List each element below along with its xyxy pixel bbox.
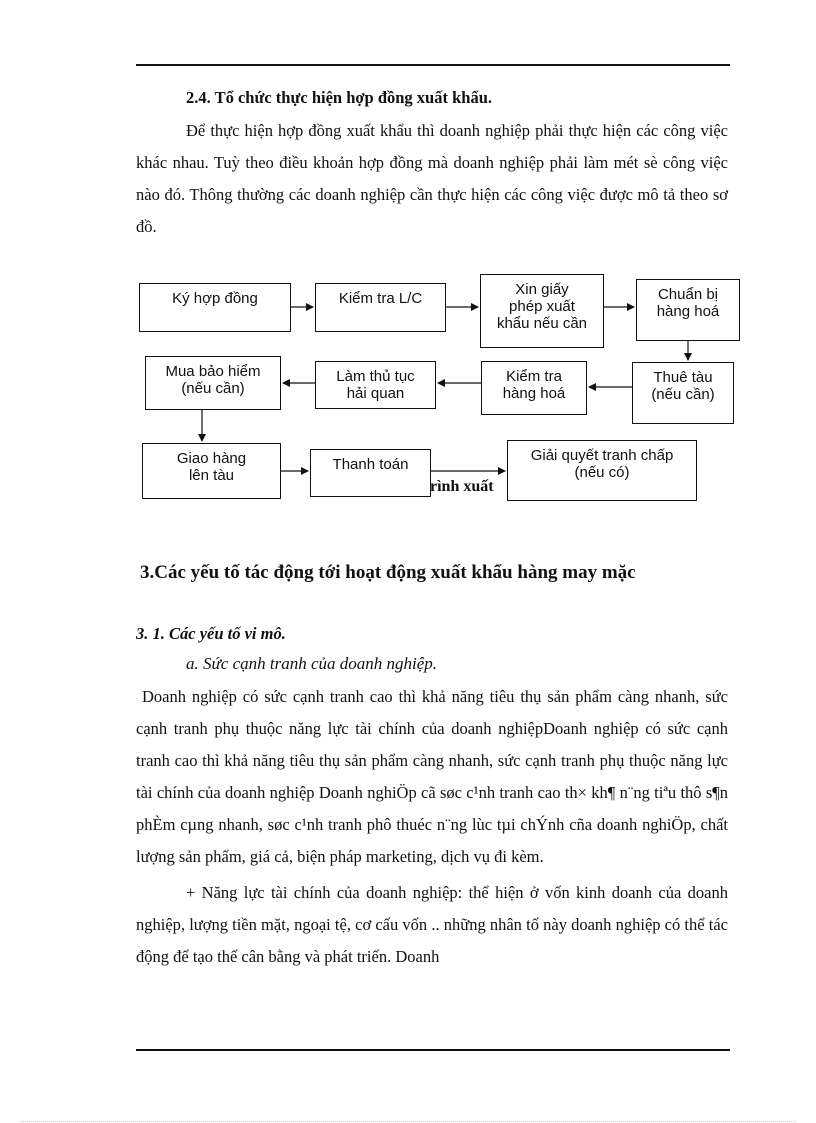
box-xin-giay-phep: Xin giấy phép xuất khẩu nếu cần bbox=[480, 274, 604, 348]
subsubsection-a-heading: a. Sức cạnh tranh của doanh nghiệp. bbox=[186, 654, 438, 673]
box-mua-bao-hiem: Mua bảo hiểm (nếu cần) bbox=[145, 356, 281, 410]
box-chuan-bi-hang: Chuẩn bị hàng hoá bbox=[636, 279, 740, 341]
intro-paragraph: Để thực hiện hợp đồng xuất khẩu thì doanh nghiệp phải thực hiện các công việc khác nhau. Tuỳ theo điều khoản hợp đồng mà doanh nghiệp phải làm mét sè công việc nào đó. Thông thường các doanh nghiệp cần thực hiện các công việc được mô tả theo sơ đồ. bbox=[136, 121, 728, 236]
diagram-overlap-label: rình xuất bbox=[430, 478, 494, 495]
section-3-heading: 3.Các yếu tố tác động tới hoạt động xuất khẩu hàng may mặc bbox=[140, 562, 636, 583]
box-ky-hop-dong: Ký hợp đồng bbox=[139, 283, 291, 332]
box-giao-hang: Giao hàng lên tàu bbox=[142, 443, 281, 499]
box-lam-thu-tuc: Làm thủ tục hải quan bbox=[315, 361, 436, 409]
box-kiem-tra-hang: Kiểm tra hàng hoá bbox=[481, 361, 587, 415]
competition-paragraph: Doanh nghiệp có sức cạnh tranh cao thì khả năng tiêu thụ sản phẩm càng nhanh, sức cạnh tranh phụ thuộc năng lực tài chính của doanh nghiệpDoanh nghiệp có sức cạnh tranh cao thì khả năng tiêu thụ sản phẩm càng nhanh, sức cạnh tranh phụ thuộc năng lực tài chính của doanh nghiệp Doanh nghiÖp cã søc c¹nh tranh cao th× kh¶ n¨ng tiªu thô s¶n phÈm cµng nhanh, søc c¹nh tranh phô thuéc n¨ng lùc tµi chÝnh cña doanh nghiÖp, chất lượng sản phẩm, giá cả, biện pháp marketing, dịch vụ đi kèm. bbox=[136, 687, 728, 866]
box-thue-tau: Thuê tàu (nếu cần) bbox=[632, 362, 734, 424]
header-rule bbox=[136, 64, 730, 66]
box-thanh-toan: Thanh toán bbox=[310, 449, 431, 497]
page-edge-dotted bbox=[20, 1121, 796, 1122]
subsection-3-1-heading: 3. 1. Các yếu tố vi mô. bbox=[136, 624, 286, 643]
box-giai-quyet: Giải quyết tranh chấp (nếu có) bbox=[507, 440, 697, 501]
section-heading-2-4: 2.4. Tổ chức thực hiện hợp đồng xuất khẩu. bbox=[186, 88, 493, 107]
footer-rule bbox=[136, 1049, 730, 1051]
box-kiem-tra-lc: Kiểm tra L/C bbox=[315, 283, 446, 332]
finance-paragraph: + Năng lực tài chính của doanh nghiệp: thể hiện ở vốn kinh doanh của doanh nghiệp, lượng tiền mặt, ngoại tệ, cơ cấu vốn .. những nhân tố này doanh nghiệp có thể tác động để tạo thế cân bằng và phát triển. Doanh bbox=[136, 883, 728, 966]
